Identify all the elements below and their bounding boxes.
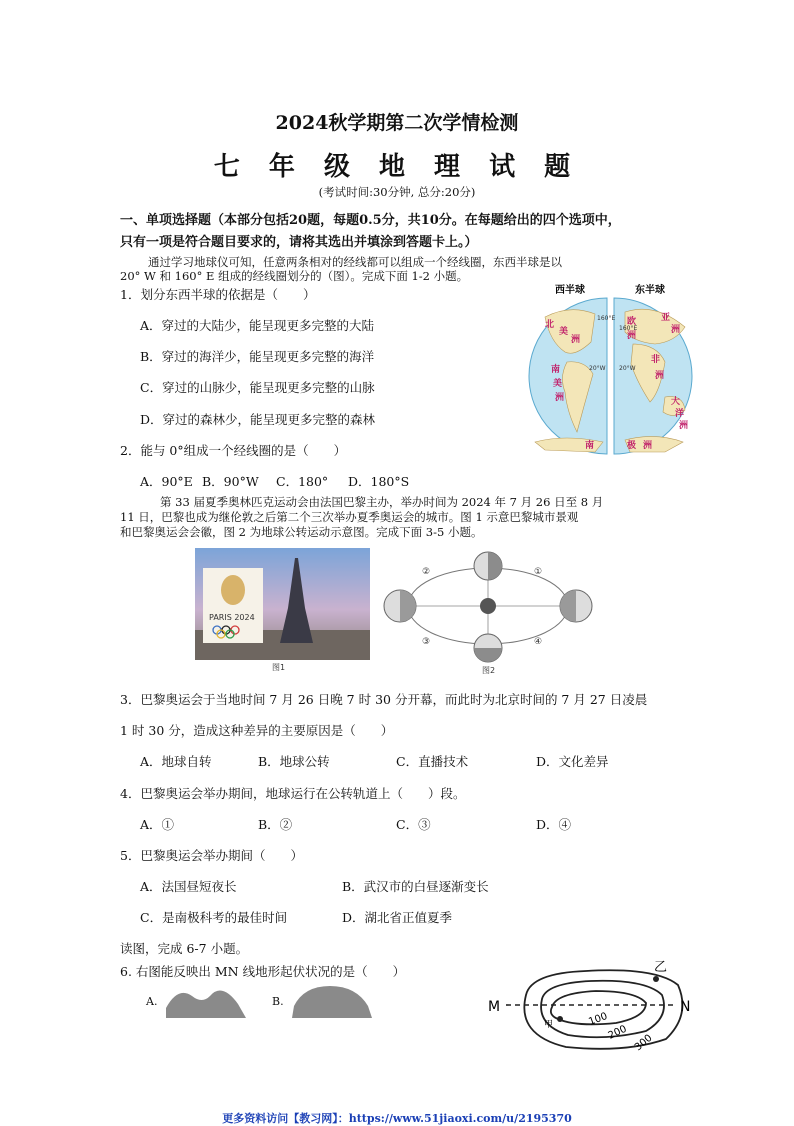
continent-label: 极 bbox=[627, 441, 637, 451]
q4-option-a[interactable]: A．① bbox=[140, 817, 175, 832]
continent-label: 美 bbox=[559, 327, 569, 337]
q1-option-c[interactable]: C．穿过的山脉少，能呈现更多完整的山脉 bbox=[140, 380, 375, 395]
paris-photo-figure bbox=[195, 548, 370, 660]
west-hemisphere-label: 西半球 bbox=[555, 285, 585, 296]
profile-a-svg bbox=[166, 984, 246, 1018]
q1-stem: 1．划分东西半球的依据是（ ） bbox=[120, 287, 316, 302]
q3-stem-line2: 1 时 30 分，造成这种差异的主要原因是（ ） bbox=[120, 723, 394, 738]
contour-100-label: 100 bbox=[587, 1010, 609, 1028]
q1-option-d[interactable]: D．穿过的森林少，能呈现更多完整的森林 bbox=[140, 412, 376, 427]
orbit-figure bbox=[378, 548, 600, 676]
exam-title: 2024秋学期第二次学情检测 bbox=[275, 112, 519, 134]
footer-link[interactable]: 更多资料访问【教习网】：https://www.51jiaoxi.com/u/2195370 bbox=[222, 1112, 572, 1125]
intro2-line3: 和巴黎奥运会会徽，图 2 为地球公转运动示意图。完成下面 3-5 小题。 bbox=[120, 525, 483, 539]
contour-jia-label: 甲 bbox=[544, 1020, 554, 1030]
q4-option-d[interactable]: D．④ bbox=[536, 817, 572, 832]
intro-line1: 通过学习地球仪可知，任意两条相对的经线都可以组成一个经线圈，东西半球是以 bbox=[148, 255, 562, 269]
contour-map-figure bbox=[486, 955, 696, 1055]
contour-map-svg bbox=[486, 955, 696, 1055]
fig2-caption: 图2 bbox=[482, 666, 496, 675]
orbit-label-2: ② bbox=[422, 567, 431, 577]
continent-label: 洲 bbox=[671, 325, 681, 335]
continent-label: 南 bbox=[551, 365, 561, 375]
q1-option-a[interactable]: A．穿过的大陆少，能呈现更多完整的大陆 bbox=[140, 318, 375, 333]
q3-option-b[interactable]: B．地球公转 bbox=[258, 754, 330, 769]
continent-label: 北 bbox=[545, 320, 555, 330]
q5-stem: 5．巴黎奥运会举办期间（ ） bbox=[120, 848, 303, 863]
continent-label: 非 bbox=[651, 355, 661, 365]
q3-option-d[interactable]: D．文化差异 bbox=[536, 754, 609, 769]
intro2-line1: 第 33 届夏季奥林匹克运动会由法国巴黎主办，举办时间为 2024 年 7 月 26 日至 8 月 bbox=[160, 495, 604, 509]
q6-option-a-label[interactable]: A. bbox=[146, 995, 158, 1008]
intro-line2: 20° W 和 160° E 组成的经线圈划分的（图）。完成下面 1-2 小题。 bbox=[120, 269, 469, 283]
continent-label: 洋 bbox=[675, 409, 685, 419]
q2-option-d[interactable]: D．180°S bbox=[348, 474, 410, 489]
hemisphere-globe-figure bbox=[515, 282, 695, 457]
east-hemisphere-label: 东半球 bbox=[635, 285, 665, 296]
q2-stem: 2．能与 0°组成一个经线圈的是（ ） bbox=[120, 443, 347, 458]
q5-option-a[interactable]: A．法国昼短夜长 bbox=[140, 879, 237, 894]
continent-label: 南 bbox=[585, 441, 595, 451]
q2-option-a[interactable]: A．90°E bbox=[140, 474, 193, 489]
section-heading-line2: 只有一项是符合题目要求的，请将其选出并填涂到答题卡上。） bbox=[120, 235, 478, 250]
q3-option-a[interactable]: A．地球自转 bbox=[140, 754, 212, 769]
q4-stem: 4．巴黎奥运会举办期间，地球运行在公转轨道上（ ）段。 bbox=[120, 786, 466, 801]
meridian-160e-label-east: 160°E bbox=[619, 325, 638, 332]
continent-label: 洲 bbox=[643, 441, 653, 451]
orbit-label-3: ③ bbox=[422, 637, 431, 647]
profile-b-svg bbox=[292, 984, 372, 1018]
continent-label: 欧 bbox=[627, 317, 637, 327]
q6-option-b-profile[interactable] bbox=[292, 984, 372, 1022]
q5-option-c[interactable]: C．是南极科考的最佳时间 bbox=[140, 910, 288, 925]
exam-subtitle: 七 年 级 地 理 试 题 bbox=[213, 152, 581, 182]
orbit-label-4: ④ bbox=[534, 637, 543, 647]
orbit-svg bbox=[378, 548, 600, 676]
q5-option-b[interactable]: B．武汉市的白昼逐渐变长 bbox=[342, 879, 489, 894]
q3-stem-line1: 3．巴黎奥运会于当地时间 7 月 26 日晚 7 时 30 分开幕，而此时为北京时间的 7 月 27 日凌晨 bbox=[120, 692, 648, 707]
meridian-20w-label-east: 20°W bbox=[619, 365, 636, 372]
q2-option-c[interactable]: C．180° bbox=[276, 474, 329, 489]
paris-logo-text: PARIS 2024 bbox=[209, 613, 255, 622]
continent-label: 洲 bbox=[555, 393, 565, 403]
paris-photo-svg bbox=[195, 548, 370, 660]
contour-200-label: 200 bbox=[606, 1023, 629, 1042]
contour-m-label: M bbox=[488, 999, 501, 1015]
continent-label: 洲 bbox=[627, 331, 637, 341]
continent-label: 洲 bbox=[655, 371, 665, 381]
contour-n-label: N bbox=[680, 999, 691, 1015]
contour-300-label: 300 bbox=[632, 1032, 655, 1054]
q5-option-d[interactable]: D．湖北省正值夏季 bbox=[342, 910, 453, 925]
continent-label: 洲 bbox=[571, 335, 581, 345]
q1-option-b[interactable]: B．穿过的海洋少，能呈现更多完整的海洋 bbox=[140, 349, 375, 364]
continent-label: 亚 bbox=[661, 313, 671, 323]
q4-option-c[interactable]: C．③ bbox=[396, 817, 431, 832]
orbit-label-1: ① bbox=[534, 567, 543, 577]
q6-option-b-label[interactable]: B. bbox=[272, 995, 284, 1008]
continent-label: 洲 bbox=[679, 421, 689, 431]
q6-option-a-profile[interactable] bbox=[166, 984, 246, 1022]
q3-option-c[interactable]: C．直播技术 bbox=[396, 754, 469, 769]
q4-option-b[interactable]: B．② bbox=[258, 817, 293, 832]
intro3: 读图，完成 6-7 小题。 bbox=[120, 941, 249, 956]
exam-info: (考试时间:30分钟, 总分:20分) bbox=[318, 185, 476, 199]
continent-label: 美 bbox=[553, 379, 563, 389]
q2-option-b[interactable]: B．90°W bbox=[202, 474, 259, 489]
contour-yi-label: 乙 bbox=[654, 960, 668, 975]
q6-stem: 6. 右图能反映出 MN 线地形起伏状况的是（ ） bbox=[120, 964, 406, 979]
continent-label: 大 bbox=[671, 397, 681, 407]
fig1-caption: 图1 bbox=[272, 663, 286, 672]
globe-svg bbox=[515, 282, 695, 457]
meridian-20w-label: 20°W bbox=[589, 365, 606, 372]
intro2-line2: 11 日，巴黎也成为继伦敦之后第二个三次举办夏季奥运会的城市。图 1 示意巴黎城市景观 bbox=[120, 510, 579, 524]
meridian-160e-label: 160°E bbox=[597, 315, 616, 322]
section-heading-line1: 一、单项选择题（本部分包括20题，每题0.5分，共10分。在每题给出的四个选项中， bbox=[120, 213, 621, 228]
